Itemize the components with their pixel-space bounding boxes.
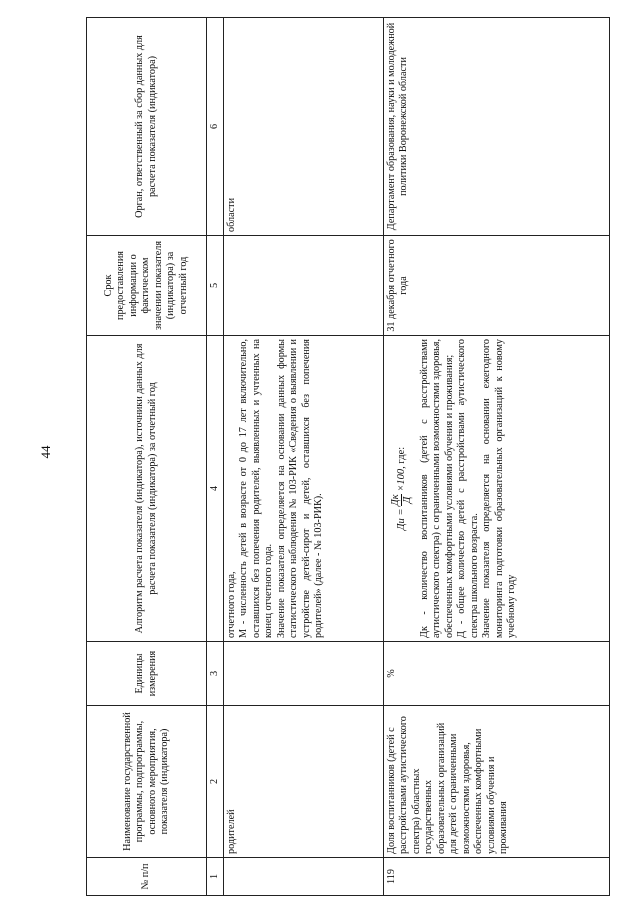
index-cell: 5 xyxy=(207,236,224,336)
table-row xyxy=(224,18,384,896)
row-a-num xyxy=(224,858,384,896)
row-b-deadline: 31 декабря отчетного года xyxy=(384,236,610,336)
document-table-rotated xyxy=(86,18,610,896)
row-b-algorithm xyxy=(384,336,610,642)
index-cell: 3 xyxy=(207,642,224,706)
algo-line: Д - общее количество детей с расстройствами аутистического спектра школьного возраста. xyxy=(456,339,480,638)
header-row xyxy=(87,18,207,896)
row-a-unit xyxy=(224,642,384,706)
formula-left: Ди = xyxy=(395,508,407,531)
table-row xyxy=(384,18,610,896)
header-organ: Орган, ответственный за сбор данных для расчета показателя (индикатора) xyxy=(87,18,207,236)
formula-denominator: Д xyxy=(402,496,414,504)
row-a-algorithm xyxy=(224,336,384,642)
header-name: Наименование государственной программы, подпрограммы, основного мероприятия, показателя (индикатора) xyxy=(87,706,207,858)
algo-line: М - численность детей в возрасте от 0 до 17 лет включительно, оставшихся без попечения родителей, выявленных и учтенных на конец отчетного года. xyxy=(238,339,275,638)
algo-line: Значение показателя определяется на основании ежегодного мониторинга подготовки образовательных организаций к новому учебному году xyxy=(481,339,518,638)
formula-numerator: Дк xyxy=(390,494,401,506)
formula-right: ×100, xyxy=(395,466,407,492)
index-cell: 2 xyxy=(207,706,224,858)
index-cell: 1 xyxy=(207,858,224,896)
row-b-num: 119 xyxy=(384,858,610,896)
header-algorithm: Алгоритм расчета показателя (индикатора), источники данных для расчета показателя (индикатора) за отчетный год xyxy=(87,336,207,642)
header-deadline: Срок предоставления информации о фактическом значении показателя (индикатора) за отчетный год xyxy=(87,236,207,336)
row-b-unit: % xyxy=(384,642,610,706)
row-a-organ: области xyxy=(224,18,384,236)
indicator-table xyxy=(86,17,610,896)
row-a-name: родителей xyxy=(224,706,384,858)
formula-fraction xyxy=(390,494,413,506)
row-a-deadline xyxy=(224,236,384,336)
algo-line: Дк - количество воспитанников (детей с расстройствами аутистического спектра) с ограниченными возможностями здоровья, обеспеченных комфортными условиями обучения и проживания; xyxy=(419,339,455,638)
index-cell: 6 xyxy=(207,18,224,236)
formula-where: где: xyxy=(395,446,407,464)
row-b-name: Доля воспитанников (детей с расстройствами аутистического спектра) областных государственных образовательных организаций для детей с ограниченными возможностями здоровья, обеспеченных комфортными условиями обучения и проживания xyxy=(384,706,610,858)
row-b-organ: Департамент образования, науки и молодежной политики Воронежской области xyxy=(384,18,610,236)
page-number: 44 xyxy=(38,445,53,459)
index-cell: 4 xyxy=(207,336,224,642)
header-unit: Единицы измерения xyxy=(87,642,207,706)
formula xyxy=(390,339,413,638)
algo-line: Значение показателя определяется на основании данных формы статистического наблюдения № 103-РИК «Сведения о выявлении и устройстве детей-сирот и детей, оставшихся без попечения родителей» (далее - № 103-РИК). xyxy=(275,339,325,638)
header-num: № п/п xyxy=(87,858,207,896)
index-row xyxy=(207,18,224,896)
algo-line: отчетного года, xyxy=(226,571,237,638)
